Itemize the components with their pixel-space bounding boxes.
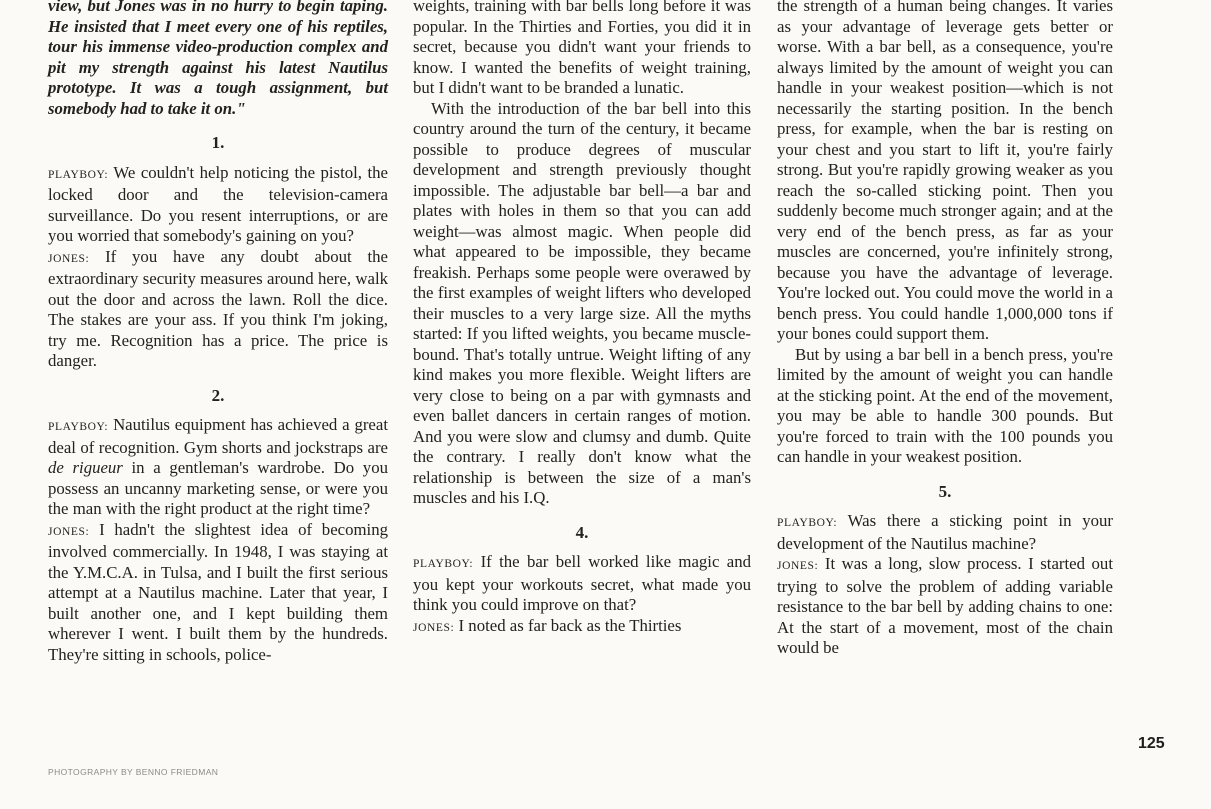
speaker-playboy: PLAYBOY: (48, 421, 109, 433)
answer-1-text: If you have any doubt about the extraordinary security measures around here, walk out the door and across the lawn. Roll the dice. The stakes are your ass. If you think I'm joking, try me. Recognition has a price. The price is danger. (48, 246, 388, 370)
speaker-jones: JONES: (413, 621, 455, 634)
question-2-text-b: in a gentleman's wardrobe. Do you possess an uncanny marketing sense, or were you the man with the right product at the right time? (48, 458, 388, 518)
answer-2-paragraph-2: With the introduction of the bar bell into this country around the turn of the century, it became possible to produce degrees of muscular development and strength previously thought impossible. The adjustable bar bell—a bar and plates with holes in them so that you can add weight—was almost magic. When people did what appeared to be impossible, they became freakish. Perhaps some people were overawed by the first examples of weight lifters who developed their muscles to a very large size. All the myths started: If you lifted weights, you became muscle-bound. That's totally untrue. Weight lifting of any kind makes you more flexible. Weight lifters are very close to being on a par with gymnasts and even ballet dancers in certain ranges of motion. And you were slow and clumsy and dumb. Quite the contrary. I really don't know what the relationship is between the size of a man's muscles and his I.Q. (413, 98, 751, 507)
speaker-jones: JONES: (777, 560, 819, 572)
answer-2-continued: weights, training with bar bells long before it was popular. In the Thirties and Forties, you did it in secret, because you didn't want your friends to know. I wanted the benefits of weight training, but I didn't want to be branded a lunatic. (413, 0, 751, 97)
speaker-playboy: PLAYBOY: (413, 558, 474, 570)
answer-4 (413, 616, 751, 639)
answer-2-text: I hadn't the slightest idea of becoming involved commercially. In 1948, I was staying at the Y.M.C.A. in Tulsa, and I built the first serious attempt at a Nautilus machine. Later that year, I built another one, and I kept building them wherever I went. I built them by the hundreds. They're sitting in schools, police- (48, 519, 388, 664)
article-column-1 (48, 0, 388, 665)
question-1-text: We couldn't help noticing the pistol, the locked door and the television-camera surveillance. Do you resent interruptions, or are you worried that somebody's gaining on you? (48, 162, 388, 245)
speaker-playboy: PLAYBOY: (777, 517, 838, 529)
question-4-text: If the bar bell worked like magic and you kept your workouts secret, what made you think you could improve on that? (413, 552, 752, 614)
article-column-2 (413, 0, 751, 638)
question-1 (48, 163, 388, 247)
question-number-2: 2. (211, 385, 225, 405)
page-number: 125 (1138, 735, 1165, 752)
answer-5 (777, 554, 1113, 659)
question-number-4: 4. (575, 522, 589, 542)
speaker-jones: JONES: (48, 252, 90, 265)
speaker-playboy: PLAYBOY: (48, 168, 109, 181)
speaker-jones: JONES: (48, 525, 90, 538)
answer-2 (48, 520, 388, 666)
answer-4-paragraph-2: But by using a bar bell in a bench press, you're limited by the amount of weight you can handle at the sticking point. At the end of the movement, you may be able to handle 300 pounds. But you're forced to train with the 100 pounds you can handle in your weakest position. (777, 344, 1113, 466)
intro-paragraph: view, but Jones was in no hurry to begin taping. He insisted that I meet every one of his reptiles, tour his immense video-production complex and pit my strength against his latest Nautilus prototype. It was a tough assignment, but somebody had to take it on." (48, 0, 388, 118)
photo-credit: PHOTOGRAPHY BY BENNO FRIEDMAN (48, 767, 219, 777)
question-4 (413, 552, 751, 616)
question-5-text: Was there a sticking point in your development of the Nautilus machine? (777, 511, 1113, 553)
question-2-italic: de rigueur (48, 458, 123, 477)
answer-1 (48, 247, 388, 372)
question-2-text-a: Nautilus equipment has achieved a great deal of recognition. Gym shorts and jockstraps are (48, 415, 388, 457)
article-column-3 (777, 0, 1113, 659)
answer-5-text: It was a long, slow process. I started out trying to solve the problem of adding variable resistance to the bar bell by adding chains to one: At the start of a movement, most of the chain would be (777, 554, 1113, 657)
question-5 (777, 511, 1113, 554)
answer-4-continued: the strength of a human being changes. It varies as your advantage of leverage gets better or worse. With a bar bell, as a consequence, you're always limited by the amount of weight you can handle in your weakest position—which is not necessarily the starting position. In the bench press, for example, when the bar is resting on your chest and you start to lift it, you're fairly strong. But you're rapidly growing weaker as you reach the so-called sticking point. Then you suddenly become much stronger again; and at the very end of the bench press, as far as your muscles are concerned, you're infinitely strong, because you have the advantage of leverage. You're locked out. You could move the world in a bench press. You could handle 1,000,000 tons if your bones could support them. (777, 0, 1113, 343)
question-number-1: 1. (211, 133, 225, 152)
answer-4-text: I noted as far back as the Thirties (458, 615, 682, 635)
question-number-5: 5. (938, 481, 952, 501)
question-2 (48, 415, 388, 520)
